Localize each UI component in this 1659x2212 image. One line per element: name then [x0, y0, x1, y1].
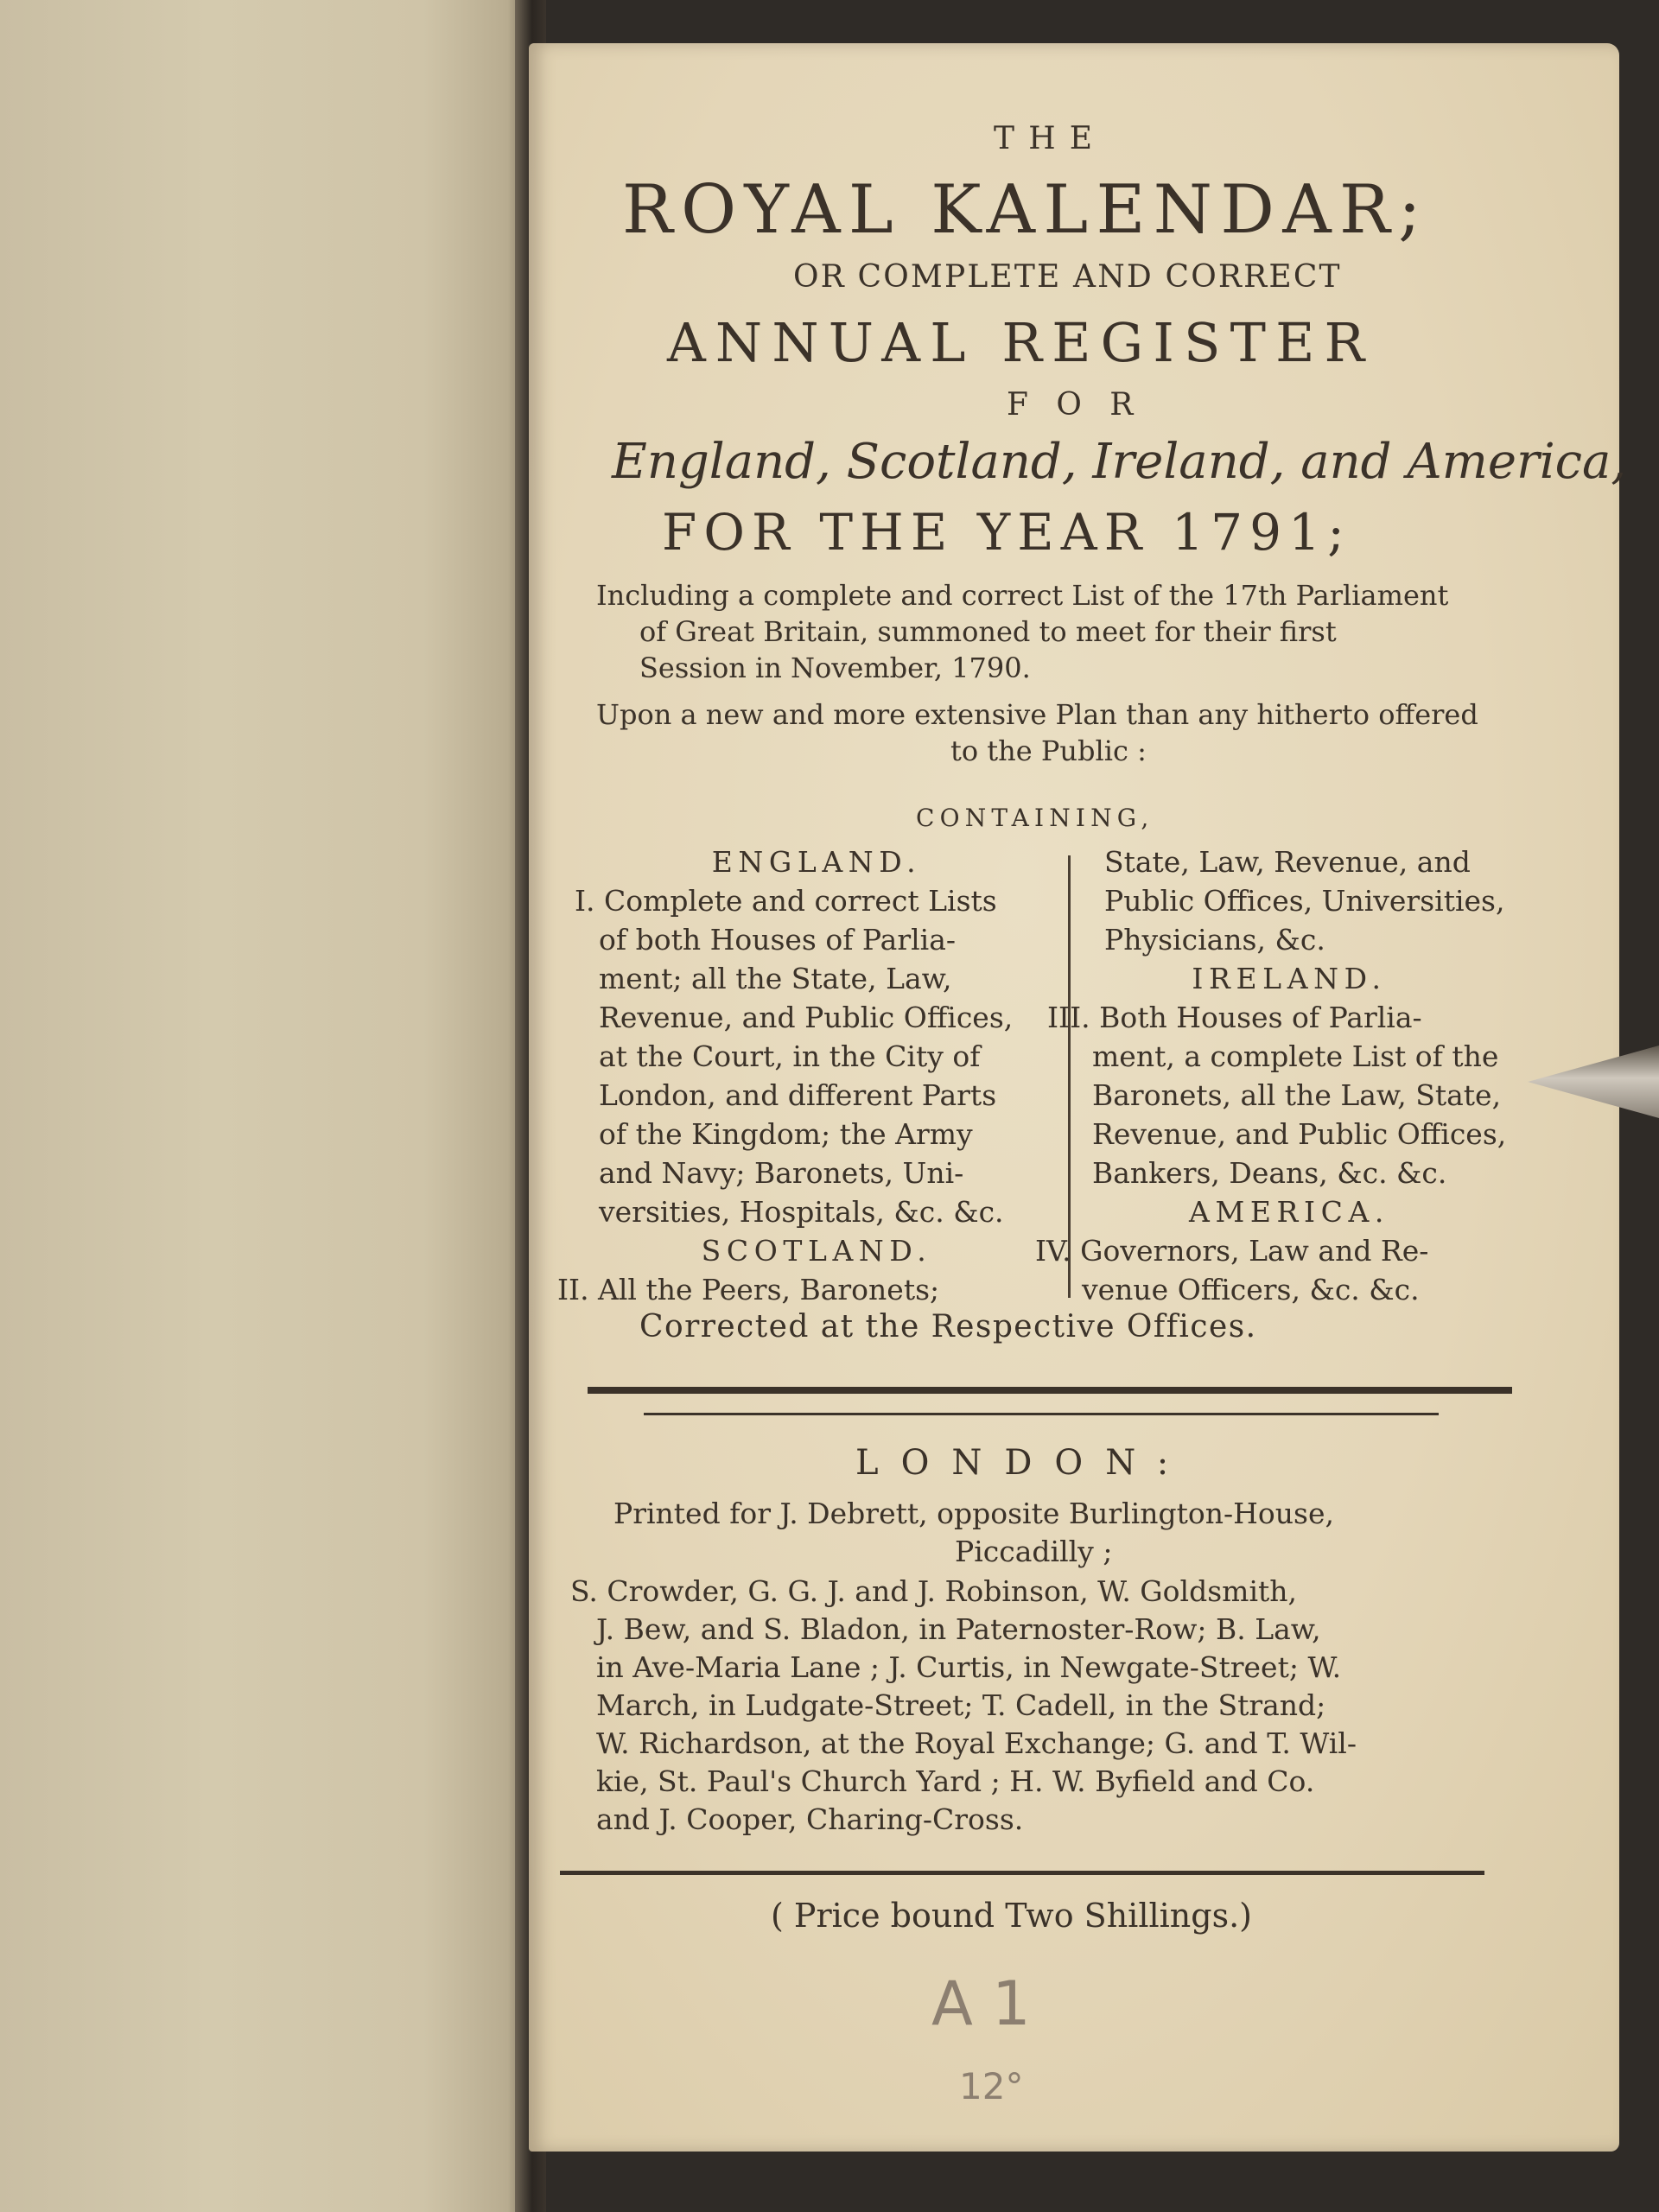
printers-line: S. Crowder, G. G. J. and J. Robinson, W. Goldsmith, — [570, 1574, 1298, 1608]
america-line: venue Officers, &c. &c. — [1082, 1273, 1420, 1306]
ireland-heading: IRELAND. — [1192, 962, 1387, 995]
imprint-city: LONDON: — [855, 1443, 1192, 1483]
printers-line: W. Richardson, at the Royal Exchange; G. and T. Wil- — [596, 1726, 1357, 1760]
countries-line: England, Scotland, Ireland, and America, — [612, 434, 1627, 490]
including-paragraph — [596, 577, 1448, 686]
subtitle-line-2: ANNUAL REGISTER — [667, 311, 1375, 374]
main-title: ROYAL KALENDAR; — [622, 171, 1429, 249]
printers-paragraph — [570, 1573, 1357, 1839]
including-line: Including a complete and correct List of the 17th Parliament — [596, 579, 1449, 612]
england-line: and Navy; Baronets, Uni- — [599, 1156, 964, 1190]
pencil-number: 12° — [959, 2065, 1024, 2107]
contents-right-column — [1035, 842, 1531, 1309]
ireland-line: Revenue, and Public Offices, — [1092, 1117, 1507, 1151]
plan-paragraph — [596, 696, 1478, 769]
containing-heading: CONTAINING, — [916, 804, 1154, 832]
england-line: ment; all the State, Law, — [599, 962, 952, 995]
printed-for-line: Printed for J. Debrett, opposite Burlington-House, — [613, 1497, 1335, 1530]
plan-line: to the Public : — [950, 734, 1147, 767]
printers-line: in Ave-Maria Lane ; J. Curtis, in Newgate-Street; W. — [596, 1650, 1342, 1684]
england-line: of both Houses of Parlia- — [599, 923, 957, 957]
subtitle-line-1: OR COMPLETE AND CORRECT — [793, 259, 1342, 295]
scotland-heading: SCOTLAND. — [701, 1234, 932, 1268]
england-line: I. Complete and correct Lists — [575, 884, 997, 918]
scotland-continued-line: State, Law, Revenue, and — [1104, 845, 1471, 879]
pencil-shelfmark: A 1 — [931, 1968, 1031, 2039]
america-heading: AMERICA. — [1189, 1195, 1389, 1229]
corrected-line: Corrected at the Respective Offices. — [639, 1309, 1257, 1344]
title-the: THE — [994, 121, 1107, 156]
scotland-continued-line: Public Offices, Universities, — [1104, 884, 1505, 918]
ireland-line: Baronets, all the Law, State, — [1092, 1078, 1502, 1112]
price-line: ( Price bound Two Shillings.) — [771, 1897, 1252, 1935]
including-line: Session in November, 1790. — [639, 652, 1031, 684]
including-line: of Great Britain, summoned to meet for their first — [639, 615, 1337, 648]
year-line: FOR THE YEAR 1791; — [662, 503, 1351, 562]
bottom-rule — [560, 1871, 1484, 1875]
england-line: at the Court, in the City of — [599, 1039, 981, 1073]
scotland-line: II. All the Peers, Baronets; — [557, 1273, 940, 1306]
ireland-line: III. Both Houses of Parlia- — [1047, 1001, 1422, 1034]
england-line: Revenue, and Public Offices, — [599, 1001, 1014, 1034]
left-board-flyleaf — [0, 0, 529, 2212]
printers-line: March, in Ludgate-Street; T. Cadell, in the Strand; — [596, 1688, 1326, 1722]
thin-rule — [644, 1413, 1439, 1415]
printers-line: and J. Cooper, Charing-Cross. — [596, 1802, 1024, 1836]
plan-line: Upon a new and more extensive Plan than any hitherto offered — [596, 698, 1478, 731]
england-line: of the Kingdom; the Army — [599, 1117, 973, 1151]
america-line: IV. Governors, Law and Re- — [1035, 1234, 1429, 1268]
england-line: versities, Hospitals, &c. &c. — [599, 1195, 1004, 1229]
ireland-line: ment, a complete List of the — [1092, 1039, 1499, 1073]
thick-rule — [588, 1387, 1512, 1394]
printed-for-line: Piccadilly ; — [955, 1535, 1113, 1568]
printers-line: J. Bew, and S. Bladon, in Paternoster-Row; B. Law, — [596, 1612, 1321, 1646]
scotland-continued-line: Physicians, &c. — [1104, 923, 1325, 957]
title-for: FOR — [1007, 387, 1161, 423]
printers-line: kie, St. Paul's Church Yard ; H. W. Byfield and Co. — [596, 1764, 1315, 1798]
printed-for-paragraph — [570, 1495, 1334, 1571]
england-line: London, and different Parts — [599, 1078, 997, 1112]
ireland-line: Bankers, Deans, &c. &c. — [1092, 1156, 1447, 1190]
england-heading: ENGLAND. — [711, 845, 922, 879]
contents-left-column — [557, 842, 1058, 1309]
